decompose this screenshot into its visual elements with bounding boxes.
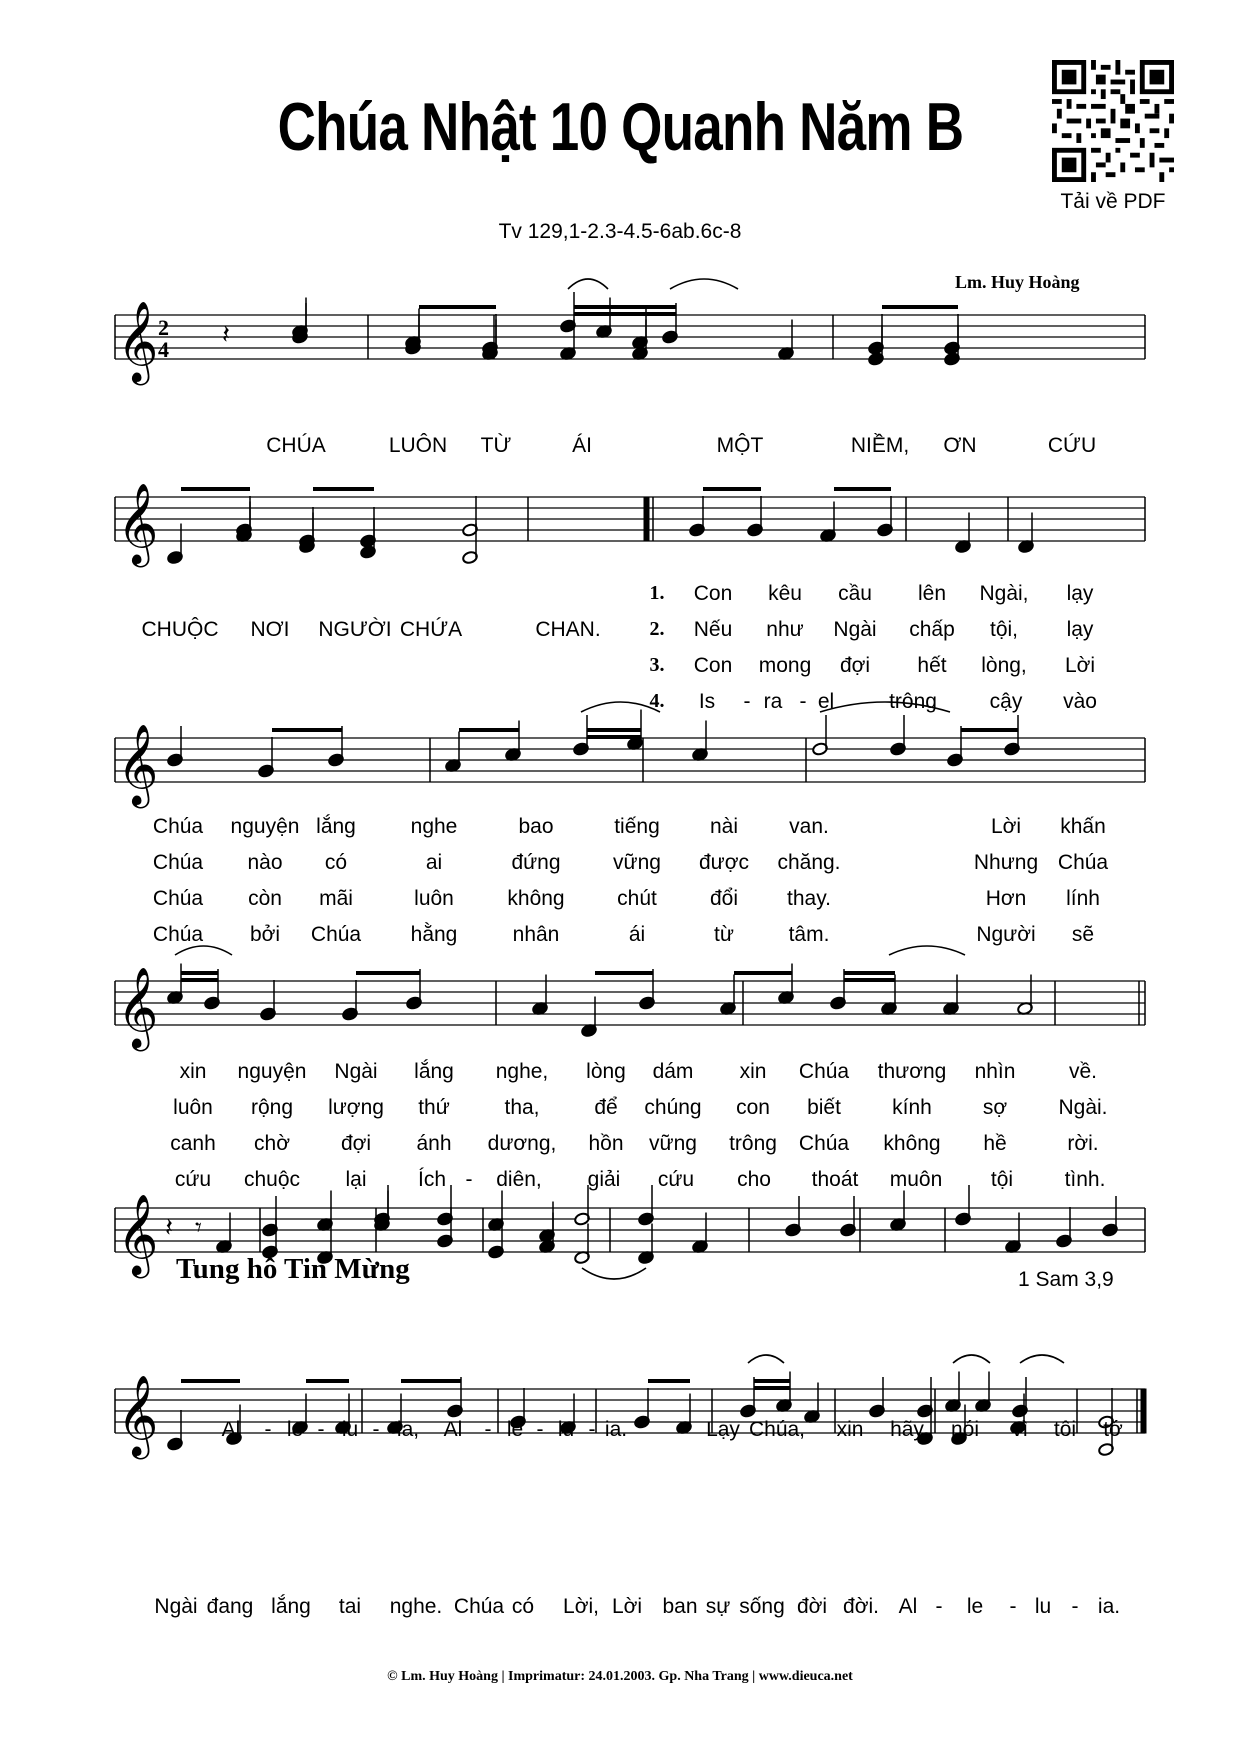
slur (568, 279, 608, 289)
slur (889, 946, 965, 955)
refrain-lyric: CỨU (1047, 434, 1097, 457)
time-signature-top: 2 (158, 315, 169, 340)
verse-lyric: cậy (989, 690, 1023, 713)
verse-lyric: trông (729, 1132, 777, 1155)
verse-lyric: sợ (982, 1096, 1008, 1119)
slur (1020, 1355, 1064, 1363)
alleluia-lyric: sống (739, 1595, 785, 1618)
verse-lyric: cứu (657, 1168, 695, 1191)
verse-lyric: giải (587, 1168, 621, 1191)
verse-lyric: đợi (340, 1132, 372, 1155)
verse-lyric: về. (1068, 1060, 1098, 1083)
scripture-reference: 1 Sam 3,9 (1018, 1268, 1114, 1291)
verse-lyric: từ (714, 923, 734, 946)
treble-clef: 𝄞 (117, 482, 159, 564)
slur (582, 1268, 646, 1279)
verse-lyric: đợi (839, 654, 871, 677)
verse-lyric: - (743, 690, 751, 713)
verse-lyric: để (594, 1096, 618, 1119)
alleluia-lyric: ia. (604, 1418, 628, 1441)
verse-lyric: trông (889, 690, 937, 713)
verse-lyric: tình. (1064, 1168, 1106, 1191)
alleluia-lyric: đang (206, 1595, 254, 1618)
verse-lyric: nguyện (230, 815, 300, 838)
alleluia-lyric: Lạy (706, 1418, 740, 1441)
verse-lyric: lạy (1066, 618, 1094, 641)
verse-lyric: Is (698, 690, 716, 713)
verse-lyric: cho (737, 1168, 771, 1191)
verse-lyric: van. (789, 815, 829, 838)
alleluia-lyric: vì (1011, 1418, 1029, 1441)
rest: 𝄽 (165, 1213, 173, 1243)
verse-lyric: thứ (418, 1096, 450, 1119)
verse-lyric: vào (1063, 690, 1097, 713)
alleluia-lyric: ia, (396, 1418, 420, 1441)
verse-lyric: nghe, (495, 1060, 549, 1083)
verse-lyric: thương (877, 1060, 947, 1083)
alleluia-lyric: lu (341, 1418, 359, 1441)
verse-lyric: dám (652, 1060, 694, 1083)
alleluia-lyric: Lời, (563, 1595, 599, 1618)
treble-clef: 𝄞 (117, 966, 159, 1048)
verse-lyric: Con (693, 582, 733, 605)
slur (581, 702, 660, 712)
final-bar (1141, 1389, 1146, 1433)
alleluia-lyric: ban (662, 1595, 698, 1618)
verse-lyric: xin (179, 1060, 207, 1083)
verse-lyric: canh (170, 1132, 216, 1155)
verse-lyric: biết (807, 1096, 841, 1119)
verse-lyric: tội, (989, 618, 1019, 641)
verse-lyric: chút (617, 887, 657, 910)
verse-lyric: Ích (417, 1168, 447, 1191)
alleluia-lyric: - (372, 1418, 380, 1441)
verse-lyric: lạy (1066, 582, 1094, 605)
verse-lyric: tội (990, 1168, 1014, 1191)
alleluia-lyric: Lời (611, 1595, 643, 1618)
alleluia-lyric: Al (221, 1418, 241, 1441)
alleluia-lyric: - (588, 1418, 596, 1441)
refrain-lyric: CHỨA (399, 618, 463, 641)
verse-lyric: thoát (811, 1168, 859, 1191)
alleluia-lyric: Chúa, (748, 1418, 806, 1441)
verse-lyric: không (883, 1132, 941, 1155)
alleluia-lyric: có (511, 1595, 535, 1618)
refrain-lyric: TỪ (480, 434, 512, 457)
verse-lyric: tâm. (788, 923, 830, 946)
refrain-lyric: NGƯỜI (318, 618, 392, 641)
verse-lyric: cầu (838, 582, 872, 605)
verse-lyric: Chúa (152, 815, 204, 838)
refrain-lyric: LUÔN (388, 434, 448, 457)
alleluia-lyric: ia. (1097, 1595, 1121, 1618)
verse-lyric: có (324, 851, 348, 874)
verse-lyric: lắng (316, 815, 356, 838)
refrain-lyric: MỘT (716, 434, 764, 457)
alleluia-lyric: - (1071, 1595, 1079, 1618)
alleluia-lyric: le (966, 1595, 984, 1618)
verse-lyric: lại (345, 1168, 367, 1191)
verse-lyric: chấp (909, 618, 955, 641)
refrain-lyric: NƠI (250, 618, 290, 641)
verse-lyric: ái (628, 923, 646, 946)
treble-clef: 𝄞 (117, 1193, 159, 1275)
alleluia-lyric: lu (557, 1418, 575, 1441)
verse-lyric: Lời (1064, 654, 1096, 677)
verse-lyric: lòng (586, 1060, 626, 1083)
verse-lyric: Nếu (693, 618, 733, 641)
alleluia-lyric: - (1009, 1595, 1017, 1618)
verse-lyric: lượng (328, 1096, 384, 1119)
alleluia-lyric: - (484, 1418, 492, 1441)
verse-lyric: ra (763, 690, 783, 713)
alleluia-lyric: tớ (1103, 1418, 1123, 1441)
alleluia-lyric: lu (1034, 1595, 1052, 1618)
alleluia-lyric: Al (898, 1595, 918, 1618)
alleluia-lyric: tai (338, 1595, 362, 1618)
verse-lyric: nhìn (974, 1060, 1016, 1083)
verse-lyric: rộng (250, 1096, 294, 1119)
slur (670, 279, 738, 289)
section-title: Tung hô Tin Mừng (176, 1253, 410, 1285)
slur (175, 946, 232, 955)
verse-lyric: - (799, 690, 807, 713)
verse-lyric: đổi (709, 887, 739, 910)
verse-lyric: lòng, (981, 654, 1027, 677)
alleluia-lyric: - (317, 1418, 325, 1441)
rest: 𝄽 (222, 320, 230, 350)
verse-lyric: như (766, 618, 804, 641)
treble-clef: 𝄞 (117, 1374, 159, 1456)
verse-lyric: tiếng (614, 815, 660, 838)
verse-lyric: dương, (487, 1132, 557, 1155)
alleluia-lyric: - (264, 1418, 272, 1441)
verse-lyric: vững (649, 1132, 697, 1155)
verse-lyric: nài (709, 815, 739, 838)
slur (748, 1355, 784, 1363)
verse-lyric: đứng (511, 851, 561, 874)
refrain-lyric: NIỀM, (850, 434, 910, 457)
verse-lyric: kêu (768, 582, 802, 605)
alleluia-lyric: le (286, 1418, 304, 1441)
verse-lyric: ai (425, 851, 443, 874)
verse-lyric: hằng (410, 923, 458, 946)
verse-lyric: chúng (644, 1096, 702, 1119)
verse-lyric: con (736, 1096, 770, 1119)
verse-lyric: Chúa (152, 887, 204, 910)
treble-clef: 𝄞 (117, 723, 159, 805)
page-title: Chúa Nhật 10 Quanh Năm B (277, 89, 964, 165)
verse-lyric: diên, (496, 1168, 542, 1191)
verse-lyric: luôn (173, 1096, 213, 1119)
verse-lyric: nguyện (237, 1060, 307, 1083)
verse-lyric: Chúa (798, 1060, 850, 1083)
alleluia-lyric: lắng (271, 1595, 311, 1618)
alleluia-lyric: đời (796, 1595, 828, 1618)
verse-lyric: không (507, 887, 565, 910)
verse-lyric: vững (613, 851, 661, 874)
verse-lyric: luôn (414, 887, 454, 910)
rest: 𝄾 (195, 1213, 202, 1243)
verse-lyric: lắng (414, 1060, 454, 1083)
refrain-lyric: CHUỘC (141, 618, 219, 641)
psalm-reference: Tv 129,1-2.3-4.5-6ab.6c-8 (498, 220, 742, 243)
verse-lyric: được (698, 851, 750, 874)
alleluia-lyric: - (536, 1418, 544, 1441)
verse-lyric: xin (739, 1060, 767, 1083)
verse-number: 3. (649, 654, 665, 676)
verse-lyric: Chúa (1057, 851, 1109, 874)
treble-clef: 𝄞 (117, 300, 159, 382)
alleluia-lyric: đời. (843, 1595, 879, 1618)
refrain-lyric: ÁI (572, 434, 592, 457)
verse-lyric: nhân (512, 923, 560, 946)
verse-lyric: Ngài (334, 1060, 378, 1083)
verse-lyric: hết (917, 654, 947, 677)
verse-number: 1. (649, 582, 665, 604)
alleluia-lyric: hãy (890, 1418, 924, 1441)
verse-lyric: nào (247, 851, 283, 874)
alleluia-lyric: Chúa (453, 1595, 505, 1618)
alleluia-lyric: nghe. (389, 1595, 443, 1618)
verse-lyric: Con (693, 654, 733, 677)
verse-lyric: el (817, 690, 835, 713)
verse-lyric: lên (917, 582, 947, 605)
refrain-lyric: CHAN. (535, 618, 601, 641)
verse-lyric: cứu (174, 1168, 212, 1191)
verse-lyric: bao (518, 815, 554, 838)
refrain-lyric: CHÚA (266, 434, 326, 457)
qr-download-label[interactable]: Tải về PDF (1060, 190, 1166, 213)
verse-lyric: lính (1066, 887, 1100, 910)
verse-lyric: rời. (1067, 1132, 1099, 1155)
verse-lyric: Chúa (798, 1132, 850, 1155)
verse-number: 2. (649, 618, 665, 640)
verse-lyric: khấn (1060, 815, 1106, 838)
alleluia-lyric: xin (836, 1418, 864, 1441)
verse-lyric: Người (976, 923, 1036, 946)
refrain-end-bar (644, 497, 649, 541)
verse-lyric: chờ (254, 1132, 290, 1155)
slur (953, 1355, 990, 1363)
verse-lyric: tha, (504, 1096, 540, 1119)
verse-lyric: - (465, 1168, 473, 1191)
verse-lyric: Chúa (152, 851, 204, 874)
verse-lyric: chăng. (777, 851, 841, 874)
verse-lyric: thay. (787, 887, 831, 910)
verse-lyric: mong (758, 654, 812, 677)
verse-lyric: sẽ (1071, 923, 1095, 946)
verse-lyric: nghe (410, 815, 458, 838)
copyright-footer: © Lm. Huy Hoàng | Imprimatur: 24.01.2003. Gp. Nha Trang | www.dieuca.net (387, 1669, 853, 1684)
verse-lyric: hề (983, 1132, 1007, 1155)
verse-lyric: chuộc (243, 1168, 301, 1191)
verse-lyric: bởi (249, 923, 281, 946)
alleluia-lyric: Ngài (154, 1595, 198, 1618)
verse-lyric: Hơn (985, 887, 1027, 910)
composer: Lm. Huy Hoàng (955, 272, 1080, 292)
verse-lyric: Nhưng (973, 851, 1039, 874)
alleluia-lyric: le (506, 1418, 524, 1441)
verse-lyric: Chúa (310, 923, 362, 946)
alleluia-lyric: tôi (1053, 1418, 1077, 1441)
alleluia-lyric: nói (950, 1418, 980, 1441)
verse-lyric: Ngài. (1058, 1096, 1108, 1119)
verse-lyric: còn (248, 887, 282, 910)
alleluia-lyric: - (935, 1595, 943, 1618)
verse-lyric: ánh (416, 1132, 452, 1155)
verse-lyric: mãi (319, 887, 353, 910)
refrain-lyric: ƠN (943, 434, 977, 457)
verse-lyric: Lời (990, 815, 1022, 838)
verse-lyric: Chúa (152, 923, 204, 946)
time-signature-bottom: 4 (158, 337, 169, 362)
verse-lyric: kính (892, 1096, 932, 1119)
verse-lyric: muôn (889, 1168, 943, 1191)
alleluia-lyric: Al (443, 1418, 463, 1441)
verse-lyric: Ngài, (979, 582, 1029, 605)
verse-number: 4. (649, 690, 665, 712)
alleluia-lyric: sự (705, 1595, 731, 1618)
verse-lyric: hồn (588, 1132, 624, 1155)
verse-lyric: Ngài (833, 618, 877, 641)
